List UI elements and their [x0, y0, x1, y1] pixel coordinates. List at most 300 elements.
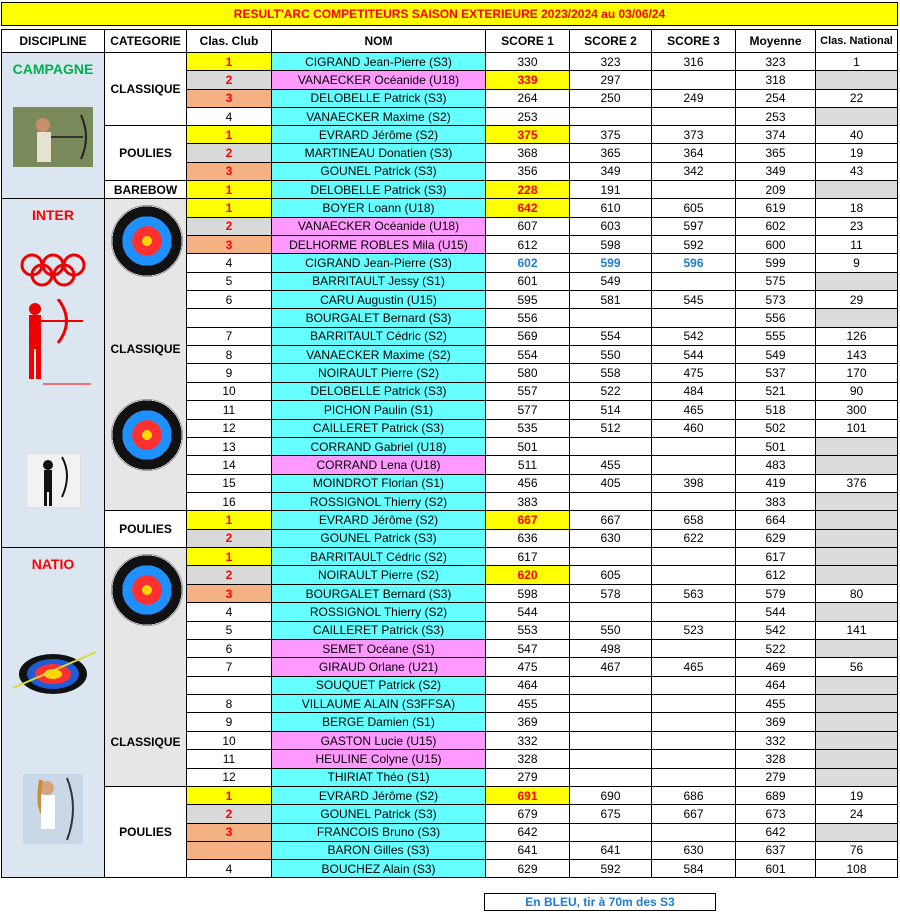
- rank-cell: 4: [187, 860, 272, 878]
- score3-cell: 484: [652, 382, 736, 400]
- name-cell: BOURGALET Bernard (S3): [272, 584, 486, 602]
- national-rank-cell: [816, 603, 898, 621]
- score2-cell: 375: [570, 126, 652, 144]
- score3-cell: [652, 272, 736, 290]
- score3-cell: 686: [652, 786, 736, 804]
- average-cell: 629: [736, 529, 816, 547]
- header-row: [2, 30, 898, 53]
- score2-cell: 558: [570, 364, 652, 382]
- national-rank-cell: [816, 272, 898, 290]
- national-rank-cell: 376: [816, 474, 898, 492]
- national-rank-cell: [816, 309, 898, 327]
- name-cell: FRANCOIS Bruno (S3): [272, 823, 486, 841]
- rank-cell: 11: [187, 401, 272, 419]
- category-cell-poulies: [105, 511, 187, 548]
- national-rank-cell: 43: [816, 162, 898, 180]
- national-rank-cell: 80: [816, 584, 898, 602]
- name-cell: NOIRAULT Pierre (S2): [272, 566, 486, 584]
- rank-cell: 6: [187, 291, 272, 309]
- rank-cell: 13: [187, 437, 272, 455]
- national-rank-cell: 24: [816, 805, 898, 823]
- score2-cell: 467: [570, 658, 652, 676]
- national-rank-cell: 19: [816, 144, 898, 162]
- average-cell: 599: [736, 254, 816, 272]
- header-moyenne: Moyenne: [736, 30, 816, 53]
- average-cell: 617: [736, 548, 816, 566]
- score2-cell: 550: [570, 346, 652, 364]
- name-cell: GOUNEL Patrick (S3): [272, 529, 486, 547]
- archery-target-icon: [111, 205, 183, 277]
- average-cell: 537: [736, 364, 816, 382]
- discipline-cell-inter: [2, 199, 105, 548]
- header-nom: NOM: [272, 30, 486, 53]
- score3-cell: 605: [652, 199, 736, 217]
- score2-cell: 550: [570, 621, 652, 639]
- score2-cell: 578: [570, 584, 652, 602]
- rank-cell: 2: [187, 805, 272, 823]
- national-rank-cell: [816, 492, 898, 511]
- average-cell: 369: [736, 713, 816, 731]
- average-cell: 365: [736, 144, 816, 162]
- archer-silhouette-icon: [13, 299, 93, 389]
- average-cell: 455: [736, 695, 816, 713]
- results-body: [2, 53, 898, 878]
- national-rank-cell: [816, 768, 898, 786]
- average-cell: 518: [736, 401, 816, 419]
- score3-cell: 584: [652, 860, 736, 878]
- name-cell: EVRARD Jérôme (S2): [272, 126, 486, 144]
- score1-cell: 598: [486, 584, 570, 602]
- score1-cell: 679: [486, 805, 570, 823]
- score1-cell: 464: [486, 676, 570, 694]
- national-rank-cell: 143: [816, 346, 898, 364]
- score1-cell: 501: [486, 437, 570, 455]
- national-rank-cell: 11: [816, 236, 898, 254]
- national-rank-cell: 108: [816, 860, 898, 878]
- score2-cell: 297: [570, 71, 652, 89]
- name-cell: VANAECKER Maxime (S2): [272, 346, 486, 364]
- table-row: [2, 786, 898, 804]
- name-cell: CIGRAND Jean-Pierre (S3): [272, 254, 486, 272]
- category-label: CLASSIQUE: [110, 82, 181, 97]
- average-cell: 464: [736, 676, 816, 694]
- score3-cell: 460: [652, 419, 736, 437]
- average-cell: 556: [736, 309, 816, 327]
- score2-cell: 581: [570, 291, 652, 309]
- score2-cell: 405: [570, 474, 652, 492]
- name-cell: DELHORME ROBLES Mila (U15): [272, 236, 486, 254]
- score1-cell: 547: [486, 639, 570, 657]
- score2-cell: 323: [570, 53, 652, 71]
- score3-cell: 592: [652, 236, 736, 254]
- score2-cell: 455: [570, 456, 652, 474]
- score2-cell: [570, 695, 652, 713]
- name-cell: PICHON Paulin (S1): [272, 401, 486, 419]
- national-rank-cell: [816, 639, 898, 657]
- score1-cell: 636: [486, 529, 570, 547]
- rank-cell: 6: [187, 639, 272, 657]
- national-rank-cell: 90: [816, 382, 898, 400]
- average-cell: 619: [736, 199, 816, 217]
- score3-cell: [652, 731, 736, 749]
- national-rank-cell: 126: [816, 327, 898, 345]
- name-cell: GOUNEL Patrick (S3): [272, 805, 486, 823]
- rank-cell: 8: [187, 346, 272, 364]
- score1-cell: 356: [486, 162, 570, 180]
- average-cell: 549: [736, 346, 816, 364]
- rank-cell: 14: [187, 456, 272, 474]
- score2-cell: [570, 548, 652, 566]
- score1-cell: 557: [486, 382, 570, 400]
- score1-cell: 475: [486, 658, 570, 676]
- score2-cell: 365: [570, 144, 652, 162]
- table-row: [2, 53, 898, 71]
- score2-cell: 514: [570, 401, 652, 419]
- national-rank-cell: [816, 456, 898, 474]
- name-cell: ROSSIGNOL Thierry (S2): [272, 603, 486, 621]
- discipline-label: INTER: [32, 207, 74, 224]
- score3-cell: [652, 437, 736, 455]
- average-cell: 501: [736, 437, 816, 455]
- national-rank-cell: [816, 566, 898, 584]
- rank-cell: 15: [187, 474, 272, 492]
- category-cell-classique: [105, 53, 187, 126]
- score2-cell: 675: [570, 805, 652, 823]
- national-rank-cell: 29: [816, 291, 898, 309]
- average-cell: 673: [736, 805, 816, 823]
- score2-cell: 512: [570, 419, 652, 437]
- name-cell: NOIRAULT Pierre (S2): [272, 364, 486, 382]
- rank-cell: 10: [187, 382, 272, 400]
- name-cell: BOYER Loann (U18): [272, 199, 486, 217]
- name-cell: VANAECKER Maxime (S2): [272, 107, 486, 125]
- archery-target-icon: [111, 399, 183, 471]
- name-cell: BARRITAULT Cédric (S2): [272, 327, 486, 345]
- category-label: BAREBOW: [113, 182, 178, 197]
- score1-cell: 330: [486, 53, 570, 71]
- category-cell-poulies: [105, 786, 187, 877]
- score1-cell: 620: [486, 566, 570, 584]
- rank-cell: 3: [187, 584, 272, 602]
- name-cell: VANAECKER Océanide (U18): [272, 71, 486, 89]
- archery-target-icon: [111, 554, 183, 626]
- page-title: RESULT'ARC COMPETITEURS SAISON EXTERIEURE 2023/2024 au 03/06/24: [1, 2, 898, 26]
- score3-cell: 622: [652, 529, 736, 547]
- national-rank-cell: 1: [816, 53, 898, 71]
- category-label: CLASSIQUE: [110, 342, 181, 357]
- header-discipline: DISCIPLINE: [2, 30, 105, 53]
- score3-cell: 658: [652, 511, 736, 529]
- rank-cell: 2: [187, 217, 272, 235]
- footnote: En BLEU, tir à 70m des S3: [484, 893, 716, 911]
- arrow-target-icon: [8, 644, 98, 704]
- rank-cell: 1: [187, 199, 272, 217]
- score1-cell: 279: [486, 768, 570, 786]
- score3-cell: 249: [652, 89, 736, 107]
- average-cell: 383: [736, 492, 816, 511]
- average-cell: 318: [736, 71, 816, 89]
- score2-cell: [570, 823, 652, 841]
- national-rank-cell: 40: [816, 126, 898, 144]
- rank-cell: 1: [187, 786, 272, 804]
- header-categorie: CATEGORIE: [105, 30, 187, 53]
- average-cell: 579: [736, 584, 816, 602]
- category-label: CLASSIQUE: [110, 735, 181, 750]
- header-score1: SCORE 1: [486, 30, 570, 53]
- score3-cell: 563: [652, 584, 736, 602]
- category-label: POULIES: [119, 522, 172, 537]
- average-cell: 612: [736, 566, 816, 584]
- score3-cell: 364: [652, 144, 736, 162]
- name-cell: VILLAUME ALAIN (S3FFSA): [272, 695, 486, 713]
- category-cell-classique: [105, 199, 187, 511]
- score1-cell: 602: [486, 254, 570, 272]
- national-rank-cell: [816, 529, 898, 547]
- score2-cell: [570, 731, 652, 749]
- rank-cell: [187, 309, 272, 327]
- rank-cell: 12: [187, 768, 272, 786]
- header-clas-national: Clas. National: [816, 30, 898, 53]
- header-score2: SCORE 2: [570, 30, 652, 53]
- name-cell: MARTINEAU Donatien (S3): [272, 144, 486, 162]
- average-cell: 555: [736, 327, 816, 345]
- national-rank-cell: 18: [816, 199, 898, 217]
- rank-cell: 12: [187, 419, 272, 437]
- score1-cell: 228: [486, 181, 570, 199]
- name-cell: BARRITAULT Cédric (S2): [272, 548, 486, 566]
- name-cell: CORRAND Lena (U18): [272, 456, 486, 474]
- score3-cell: [652, 566, 736, 584]
- score3-cell: [652, 181, 736, 199]
- score2-cell: [570, 713, 652, 731]
- score2-cell: 605: [570, 566, 652, 584]
- name-cell: THIRIAT Théo (S1): [272, 768, 486, 786]
- score1-cell: 641: [486, 841, 570, 859]
- national-rank-cell: 141: [816, 621, 898, 639]
- score1-cell: 553: [486, 621, 570, 639]
- score3-cell: [652, 71, 736, 89]
- national-rank-cell: [816, 823, 898, 841]
- average-cell: 601: [736, 860, 816, 878]
- score1-cell: 368: [486, 144, 570, 162]
- average-cell: 664: [736, 511, 816, 529]
- rank-cell: [187, 841, 272, 859]
- rank-cell: 3: [187, 236, 272, 254]
- score2-cell: 610: [570, 199, 652, 217]
- score2-cell: [570, 492, 652, 511]
- name-cell: DELOBELLE Patrick (S3): [272, 382, 486, 400]
- score3-cell: [652, 639, 736, 657]
- score1-cell: 667: [486, 511, 570, 529]
- score1-cell: 569: [486, 327, 570, 345]
- score1-cell: 607: [486, 217, 570, 235]
- score2-cell: 522: [570, 382, 652, 400]
- average-cell: 521: [736, 382, 816, 400]
- rank-cell: 16: [187, 492, 272, 511]
- name-cell: VANAECKER Océanide (U18): [272, 217, 486, 235]
- name-cell: ROSSIGNOL Thierry (S2): [272, 492, 486, 511]
- average-cell: 642: [736, 823, 816, 841]
- rank-cell: 1: [187, 511, 272, 529]
- rank-cell: [187, 676, 272, 694]
- average-cell: 542: [736, 621, 816, 639]
- category-label: POULIES: [119, 825, 172, 840]
- score2-cell: [570, 768, 652, 786]
- score1-cell: 383: [486, 492, 570, 511]
- rank-cell: 5: [187, 272, 272, 290]
- average-cell: 689: [736, 786, 816, 804]
- name-cell: CIGRAND Jean-Pierre (S3): [272, 53, 486, 71]
- score3-cell: [652, 823, 736, 841]
- score3-cell: [652, 309, 736, 327]
- score3-cell: 398: [652, 474, 736, 492]
- score1-cell: 369: [486, 713, 570, 731]
- national-rank-cell: 9: [816, 254, 898, 272]
- score2-cell: [570, 750, 652, 768]
- score3-cell: 630: [652, 841, 736, 859]
- score1-cell: 328: [486, 750, 570, 768]
- name-cell: HEULINE Colyne (U15): [272, 750, 486, 768]
- rank-cell: 3: [187, 162, 272, 180]
- rank-cell: 2: [187, 529, 272, 547]
- rank-cell: 9: [187, 364, 272, 382]
- score3-cell: 523: [652, 621, 736, 639]
- score2-cell: 592: [570, 860, 652, 878]
- average-cell: 323: [736, 53, 816, 71]
- score1-cell: 511: [486, 456, 570, 474]
- name-cell: EVRARD Jérôme (S2): [272, 786, 486, 804]
- header-clas-club: Clas. Club: [187, 30, 272, 53]
- score1-cell: 601: [486, 272, 570, 290]
- score1-cell: 332: [486, 731, 570, 749]
- name-cell: GIRAUD Orlane (U21): [272, 658, 486, 676]
- rank-cell: 2: [187, 71, 272, 89]
- score1-cell: 642: [486, 199, 570, 217]
- score3-cell: 597: [652, 217, 736, 235]
- archer-photo-icon: [23, 774, 83, 844]
- category-cell-poulies: [105, 126, 187, 181]
- national-rank-cell: [816, 437, 898, 455]
- average-cell: 600: [736, 236, 816, 254]
- average-cell: 602: [736, 217, 816, 235]
- score1-cell: 264: [486, 89, 570, 107]
- average-cell: 253: [736, 107, 816, 125]
- national-rank-cell: [816, 107, 898, 125]
- olympic-rings-icon: [18, 251, 88, 291]
- discipline-cell-natio: [2, 548, 105, 878]
- discipline-cell-campagne: [2, 53, 105, 199]
- rank-cell: 4: [187, 603, 272, 621]
- score3-cell: [652, 603, 736, 621]
- table-row: [2, 181, 898, 199]
- rank-cell: 10: [187, 731, 272, 749]
- national-rank-cell: 23: [816, 217, 898, 235]
- rank-cell: 8: [187, 695, 272, 713]
- rank-cell: 7: [187, 327, 272, 345]
- score1-cell: 455: [486, 695, 570, 713]
- table-row: [2, 548, 898, 566]
- rank-cell: 9: [187, 713, 272, 731]
- score2-cell: 554: [570, 327, 652, 345]
- score3-cell: 342: [652, 162, 736, 180]
- name-cell: SOUQUET Patrick (S2): [272, 676, 486, 694]
- national-rank-cell: 56: [816, 658, 898, 676]
- score1-cell: 375: [486, 126, 570, 144]
- name-cell: DELOBELLE Patrick (S3): [272, 181, 486, 199]
- average-cell: 419: [736, 474, 816, 492]
- score2-cell: 191: [570, 181, 652, 199]
- score3-cell: 542: [652, 327, 736, 345]
- rank-cell: 1: [187, 126, 272, 144]
- rank-cell: 2: [187, 566, 272, 584]
- national-rank-cell: 300: [816, 401, 898, 419]
- score2-cell: [570, 107, 652, 125]
- score3-cell: 465: [652, 658, 736, 676]
- national-rank-cell: [816, 713, 898, 731]
- national-rank-cell: [816, 750, 898, 768]
- score3-cell: [652, 750, 736, 768]
- name-cell: BERGE Damien (S1): [272, 713, 486, 731]
- score1-cell: 580: [486, 364, 570, 382]
- score1-cell: 617: [486, 548, 570, 566]
- name-cell: BOURGALET Bernard (S3): [272, 309, 486, 327]
- category-cell-barebow: [105, 181, 187, 199]
- name-cell: BARON Gilles (S3): [272, 841, 486, 859]
- national-rank-cell: [816, 548, 898, 566]
- national-rank-cell: [816, 181, 898, 199]
- score2-cell: 667: [570, 511, 652, 529]
- national-rank-cell: 101: [816, 419, 898, 437]
- score1-cell: 642: [486, 823, 570, 841]
- rank-cell: 11: [187, 750, 272, 768]
- name-cell: CARU Augustin (U15): [272, 291, 486, 309]
- discipline-label: NATIO: [31, 556, 75, 573]
- average-cell: 209: [736, 181, 816, 199]
- average-cell: 544: [736, 603, 816, 621]
- name-cell: EVRARD Jérôme (S2): [272, 511, 486, 529]
- score2-cell: 690: [570, 786, 652, 804]
- score1-cell: 577: [486, 401, 570, 419]
- table-row: [2, 199, 898, 217]
- average-cell: 637: [736, 841, 816, 859]
- national-rank-cell: [816, 71, 898, 89]
- national-rank-cell: [816, 511, 898, 529]
- score2-cell: 630: [570, 529, 652, 547]
- score2-cell: [570, 437, 652, 455]
- score3-cell: [652, 107, 736, 125]
- archer-photo-icon: [26, 453, 81, 508]
- score2-cell: [570, 603, 652, 621]
- score3-cell: 316: [652, 53, 736, 71]
- table-row: [2, 126, 898, 144]
- national-rank-cell: [816, 731, 898, 749]
- average-cell: 254: [736, 89, 816, 107]
- national-rank-cell: 170: [816, 364, 898, 382]
- category-label: POULIES: [119, 146, 172, 161]
- average-cell: 328: [736, 750, 816, 768]
- score2-cell: 498: [570, 639, 652, 657]
- score1-cell: 691: [486, 786, 570, 804]
- score3-cell: 373: [652, 126, 736, 144]
- score3-cell: 465: [652, 401, 736, 419]
- national-rank-cell: [816, 676, 898, 694]
- score1-cell: 456: [486, 474, 570, 492]
- score2-cell: [570, 309, 652, 327]
- table-row: [2, 511, 898, 529]
- score3-cell: [652, 548, 736, 566]
- discipline-label: CAMPAGNE: [12, 61, 94, 77]
- name-cell: BOUCHEZ Alain (S3): [272, 860, 486, 878]
